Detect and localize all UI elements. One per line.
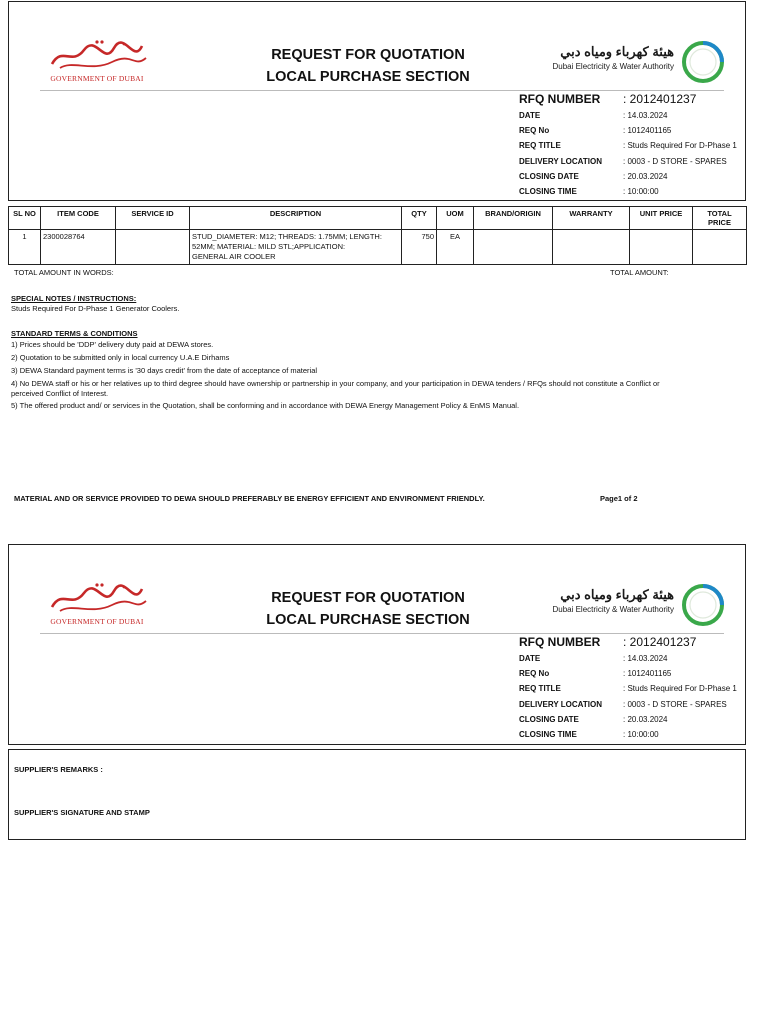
term-item: 4) No DEWA staff or his or her relatives up to third degree should have ownership or partnership in your company, and your participation in DEWA tenders / RFQs should not constitute a Conflict or: [11, 379, 660, 388]
dewa-logo-english: Dubai Electricity & Water Authority: [552, 605, 674, 614]
rfq-number-label: RFQ NUMBER: [519, 92, 601, 106]
date-label: DATE: [519, 654, 541, 663]
cell-qty: 750: [402, 230, 437, 265]
description-line: 52MM; MATERIAL: MILD STL;APPLICATION:: [192, 242, 346, 251]
government-of-dubai-logo: [42, 579, 152, 631]
closing-date-label: CLOSING DATE: [519, 172, 579, 181]
dewa-logo: [526, 580, 726, 630]
rfq-info-block: [519, 92, 749, 200]
col-header-service-id: SERVICE ID: [116, 207, 190, 230]
supplier-box: [8, 749, 746, 840]
dubai-calligraphy-icon: [42, 579, 152, 617]
cell-total-price[interactable]: [693, 230, 747, 265]
closing-date-value: : 20.03.2024: [623, 715, 668, 724]
cell-unit-price[interactable]: [630, 230, 693, 265]
cell-description: [190, 230, 402, 265]
req-title-label: REQ TITLE: [519, 684, 561, 693]
header-divider: [40, 633, 724, 634]
rfq-number-value: : 2012401237: [623, 635, 697, 649]
dewa-logo: [526, 37, 726, 87]
rfq-number-label: RFQ NUMBER: [519, 635, 601, 649]
req-no-value: : 1012401165: [623, 669, 672, 678]
delivery-location-value: : 0003 - D STORE - SPARES: [623, 700, 727, 709]
dewa-logo-arabic: هيئة كهرباء ومياه دبي: [560, 587, 674, 602]
term-item: 3) DEWA Standard payment terms is '30 days credit' from the date of acceptance of material: [11, 366, 318, 375]
dewa-ring-icon: [680, 582, 726, 628]
description-line: STUD_DIAMETER: M12; THREADS: 1.75MM; LENGTH:: [192, 232, 382, 241]
items-table: [8, 206, 747, 265]
dewa-ring-icon: [680, 39, 726, 85]
closing-time-label: CLOSING TIME: [519, 187, 577, 196]
date-label: DATE: [519, 111, 541, 120]
req-title-label: REQ TITLE: [519, 141, 561, 150]
col-header-total-price: TOTAL PRICE: [693, 207, 747, 230]
closing-time-value: : 10:00:00: [623, 730, 659, 739]
col-header-unit-price: UNIT PRICE: [630, 207, 693, 230]
page-title-line2: LOCAL PURCHASE SECTION: [266, 612, 470, 628]
page-number: Page1 of 2: [600, 494, 638, 503]
req-no-label: REQ No: [519, 669, 550, 678]
gov-logo-text: GOVERNMENT OF DUBAI: [50, 617, 144, 626]
col-header-description: DESCRIPTION: [190, 207, 402, 230]
req-no-label: REQ No: [519, 126, 550, 135]
dewa-logo-english: Dubai Electricity & Water Authority: [552, 62, 674, 71]
delivery-location-label: DELIVERY LOCATION: [519, 700, 602, 709]
energy-efficiency-note: MATERIAL AND OR SERVICE PROVIDED TO DEWA SHOULD PREFERABLY BE ENERGY EFFICIENT AND ENVIRONMENT FRIENDLY.: [14, 494, 485, 503]
page-title-line1: REQUEST FOR QUOTATION: [271, 47, 465, 63]
closing-time-label: CLOSING TIME: [519, 730, 577, 739]
delivery-location-label: DELIVERY LOCATION: [519, 157, 602, 166]
table-row: [9, 230, 747, 265]
req-no-value: : 1012401165: [623, 126, 672, 135]
special-notes-heading: SPECIAL NOTES / INSTRUCTIONS:: [11, 294, 137, 303]
date-value: : 14.03.2024: [623, 111, 668, 120]
description-line: GENERAL AIR COOLER: [192, 252, 276, 261]
page-title-line2: LOCAL PURCHASE SECTION: [266, 69, 470, 85]
col-header-qty: QTY: [402, 207, 437, 230]
cell-service-id: [116, 230, 190, 265]
dubai-calligraphy-icon: [42, 36, 152, 74]
col-header-warranty: WARRANTY: [553, 207, 630, 230]
cell-uom: EA: [437, 230, 474, 265]
page-title-line1: REQUEST FOR QUOTATION: [271, 590, 465, 606]
rfq-number-value: : 2012401237: [623, 92, 697, 106]
government-of-dubai-logo: [42, 36, 152, 88]
req-title-value: : Studs Required For D-Phase 1: [623, 684, 737, 693]
supplier-signature-label: SUPPLIER'S SIGNATURE AND STAMP: [14, 808, 150, 817]
col-header-item-code: ITEM CODE: [41, 207, 116, 230]
term-item: 1) Prices should be 'DDP' delivery duty paid at DEWA stores.: [11, 340, 214, 349]
delivery-location-value: : 0003 - D STORE - SPARES: [623, 157, 727, 166]
terms-heading: STANDARD TERMS & CONDITIONS: [11, 329, 138, 338]
term-item-continued: perceived Conflict of Interest.: [11, 389, 109, 398]
header-divider: [40, 90, 724, 91]
col-header-sl-no: SL NO: [9, 207, 41, 230]
rfq-info-block: [519, 635, 749, 743]
closing-date-label: CLOSING DATE: [519, 715, 579, 724]
req-title-value: : Studs Required For D-Phase 1: [623, 141, 737, 150]
table-header-row: [9, 207, 747, 230]
dewa-logo-arabic: هيئة كهرباء ومياه دبي: [560, 44, 674, 59]
cell-sl-no: 1: [9, 230, 41, 265]
closing-time-value: : 10:00:00: [623, 187, 659, 196]
terms-list: [11, 338, 746, 412]
total-amount-in-words-label: TOTAL AMOUNT IN WORDS:: [14, 268, 114, 277]
supplier-remarks-label: SUPPLIER'S REMARKS :: [14, 765, 103, 774]
closing-date-value: : 20.03.2024: [623, 172, 668, 181]
date-value: : 14.03.2024: [623, 654, 668, 663]
col-header-uom: UOM: [437, 207, 474, 230]
special-notes-text: Studs Required For D-Phase 1 Generator Coolers.: [11, 304, 180, 313]
gov-logo-text: GOVERNMENT OF DUBAI: [50, 74, 144, 83]
col-header-brand-origin: BRAND/ORIGIN: [474, 207, 553, 230]
cell-brand-origin[interactable]: [474, 230, 553, 265]
cell-item-code: 2300028764: [41, 230, 116, 265]
term-item: 5) The offered product and/ or services in the Quotation, shall be conforming and in accordance with DEWA Energy Management Policy & EnMS Manual.: [11, 401, 520, 410]
term-item: 2) Quotation to be submitted only in local currency U.A.E Dirhams: [11, 353, 230, 362]
total-amount-label: TOTAL AMOUNT:: [610, 268, 669, 277]
cell-warranty[interactable]: [553, 230, 630, 265]
